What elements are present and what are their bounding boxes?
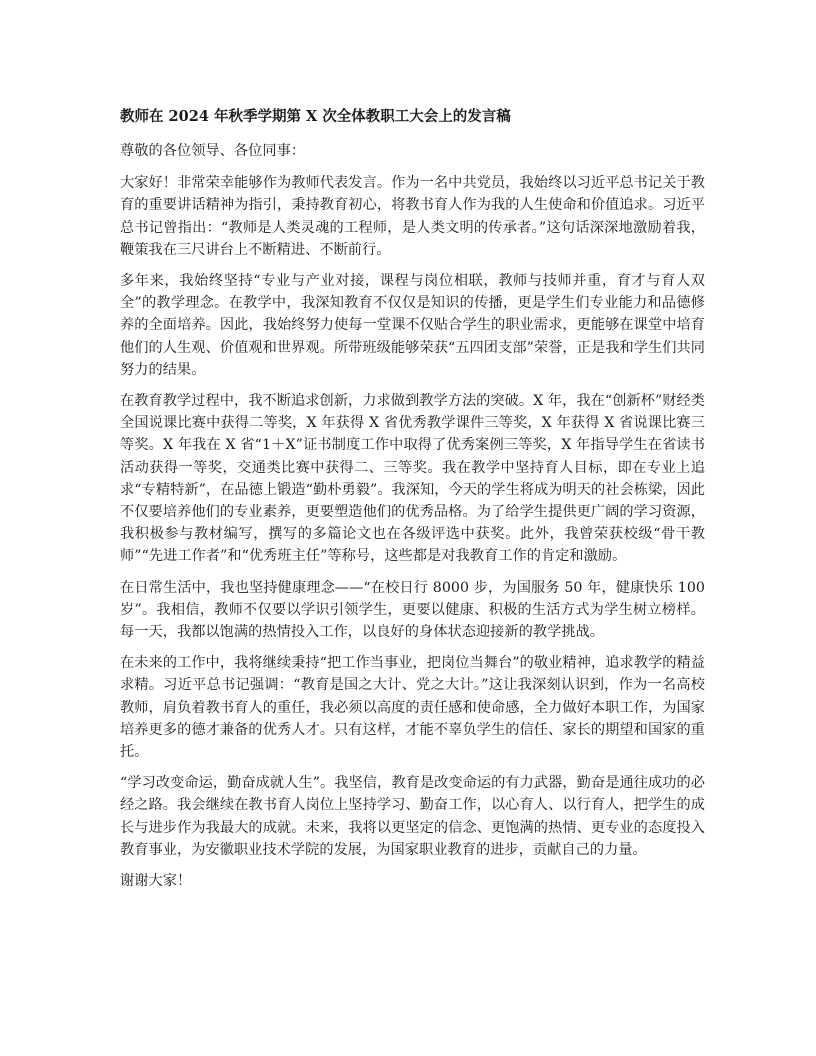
paragraph-conclusion: “学习改变命运，勤奋成就人生”。我坚信，教育是改变命运的有力武器，勤奋是通往成功的必经之路。我会继续在教书育人岗位上坚持学习、勤奋工作，以心育人、以行育人，把学生的成长与进步作为我最大的成就。未来，我将以更坚定的信念、更饱满的热情、更专业的态度投入教育事业，为安徽职业技术学院的发展，为国家职业教育的进步，贡献自己的力量。	[120, 775, 705, 858]
document-title: 教师在 2024 年秋季学期第 X 次全体教职工大会上的发言稿	[120, 108, 511, 125]
paragraph-health: 在日常生活中，我也坚持健康理念——“在校日行 8000 步，为国服务 50 年，健康快乐 100 岁”。我相信，教师不仅要以学识引领学生，更要以健康、积极的生活方式为学生树立榜样。每一天，我都以饱满的热情投入工作，以良好的身体状态迎接新的教学挑战。	[120, 579, 705, 641]
greeting: 尊敬的各位领导、各位同事：	[120, 143, 306, 159]
closing: 谢谢大家！	[120, 873, 192, 890]
paragraph-achievements: 在教育教学过程中，我不断追求创新，力求做到教学方法的突破。X 年，我在“创新杯”财经类全国说课比赛中获得二等奖，X 年获得 X 省优秀教学课件三等奖，X 年获得 X 省说课比赛三等奖。X 年我在 X 省“1＋X”证书制度工作中取得了优秀案例三等奖，X 年指导学生在省读书活动获得一等奖，交通类比赛中获得二、三等奖。我在教学中坚持育人目标，即在专业上追求“专精特新”，在品德上锻造“勤朴勇毅”。我深知，今天的学生将成为明天的社会栋梁，因此不仅要培养他们的专业素养，更要塑造他们的优秀品格。为了给学生提供更广阔的学习资源，我积极参与教材编写，撰写的多篇论文也在各级评选中获奖。此外，我曾荣获校级“骨干教师”“先进工作者”和“优秀班主任”等称号，这些都是对我教育工作的肯定和激励。	[120, 393, 705, 565]
paragraph-intro: 大家好！非常荣幸能够作为教师代表发言。作为一名中共党员，我始终以习近平总书记关于教育的重要讲话精神为指引，秉持教育初心，将教书育人作为我的人生使命和价值追求。习近平总书记曾指出：“教师是人类灵魂的工程师，是人类文明的传承者。”这句话深深地激励着我，鞭策我在三尺讲台上不断精进、不断前行。	[120, 175, 705, 258]
paragraph-teaching-philosophy: 多年来，我始终坚持“专业与产业对接，课程与岗位相联，教师与技师并重，育才与育人双全”的教学理念。在教学中，我深知教育不仅仅是知识的传播，更是学生们专业能力和品德修养的全面培养。因此，我始终努力使每一堂课不仅贴合学生的职业需求，更能够在课堂中培育他们的人生观、价值观和世界观。所带班级能够荣获“五四团支部”荣誉，正是我和学生们共同努力的结果。	[120, 273, 705, 378]
paragraph-future: 在未来的工作中，我将继续秉持“把工作当事业，把岗位当舞台”的敬业精神，追求教学的精益求精。习近平总书记强调：“教育是国之大计、党之大计。”这让我深刻认识到，作为一名高校教师，肩负着教书育人的重任，我必须以高度的责任感和使命感，全力做好本职工作，为国家培养更多的德才兼备的优秀人才。只有这样，才能不辜负学生的信任、家长的期望和国家的重托。	[120, 655, 705, 761]
document-page	[120, 106, 705, 901]
